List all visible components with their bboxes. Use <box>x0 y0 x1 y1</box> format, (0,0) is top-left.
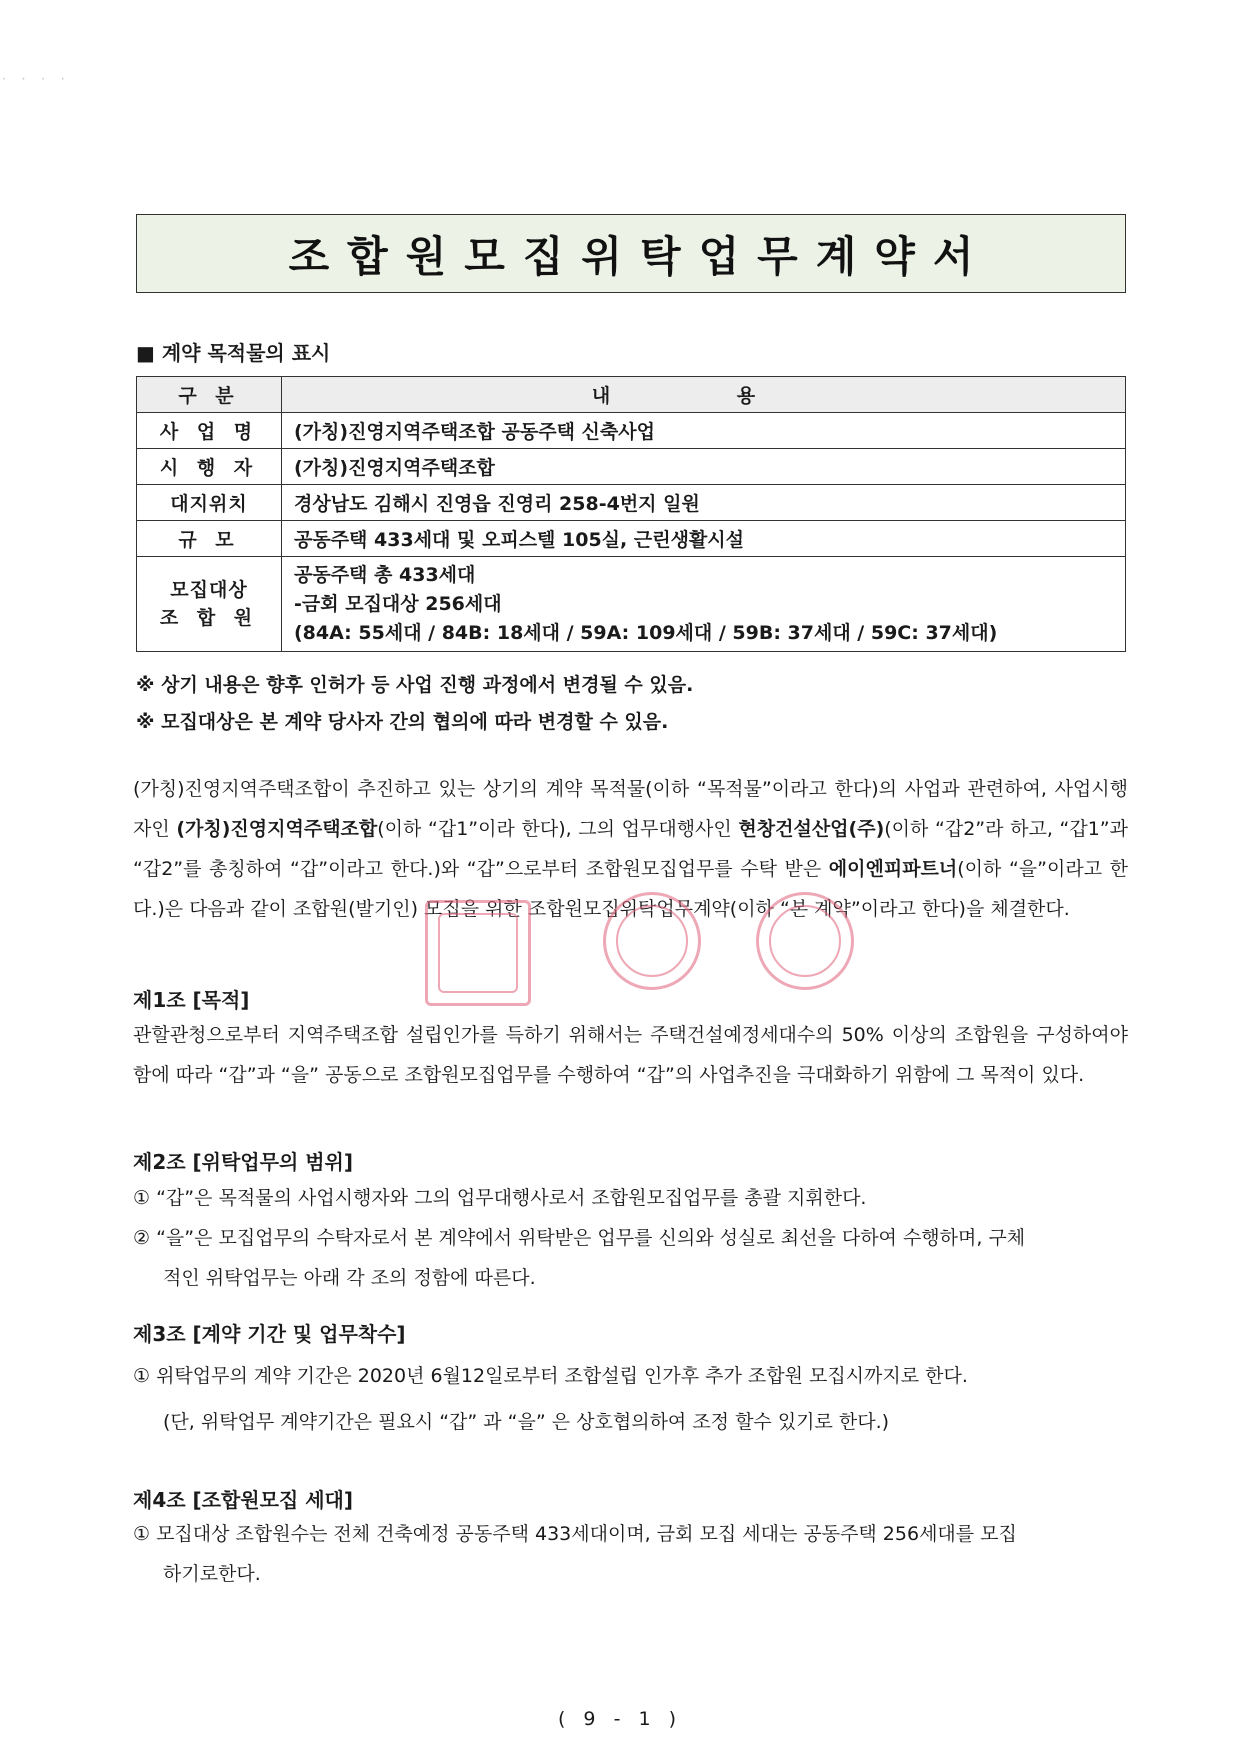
table-header-value: 내 용 <box>282 377 1126 413</box>
scan-specks: · · · · <box>2 72 71 86</box>
article-text: 관할관청으로부터 지역주택조합 설립인가를 득하기 위해서는 주택건설예정세대수의 50% 이상의 조합원을 구성하여야 함에 따라 “갑”과 “을” 공동으로 조합원모집업무를 수행하여 “갑”의 사업추진을 극대화하기 위함에 그 목적이 있다. <box>133 1024 1128 1086</box>
recruit-line: 공동주택 총 433세대 <box>294 563 476 586</box>
table-row <box>137 449 1126 485</box>
item-line: 하기로한다. <box>163 1563 261 1585</box>
recruit-label <box>137 557 282 652</box>
row-label: 대지위치 <box>137 485 282 521</box>
subject-table <box>136 376 1126 652</box>
table-row <box>137 485 1126 521</box>
row-value: 경상남도 김해시 진영읍 진영리 258-4번지 일원 <box>282 485 1126 521</box>
table-header-label: 구 분 <box>137 377 282 413</box>
seal-stamp-round <box>603 892 701 990</box>
note: ※ 상기 내용은 향후 인허가 등 사업 진행 과정에서 변경될 수 있음. <box>136 674 694 696</box>
item-line: ① “갑”은 목적물의 사업시행자와 그의 업무대행사로서 조합원모집업무를 총괄 지휘한다. <box>133 1187 867 1209</box>
seal-stamp-round <box>756 892 854 990</box>
table-row <box>137 413 1126 449</box>
item-line: 적인 위탁업무는 아래 각 조의 정함에 따른다. <box>163 1267 536 1289</box>
article-title: 제4조 [조합원모집 세대] <box>133 1488 354 1512</box>
item-line: (단, 위탁업무 계약기간은 필요시 “갑” 과 “을” 은 상호협의하여 조정 할수 있기로 한다.) <box>163 1411 890 1433</box>
row-label: 사 업 명 <box>137 413 282 449</box>
title-box <box>136 214 1126 293</box>
intro-text: (가칭)진영지역주택조합이 추진하고 있는 상기의 계약 목적물(이하 “목적물”이라고 한다)의 사업과 관련하여, 사업시행자인 <box>133 778 1128 840</box>
item-line: ① 위탁업무의 계약 기간은 2020년 6월12일로부터 조합설립 인가후 추가 조합원 모집시까지로 한다. <box>133 1365 968 1387</box>
item-line: ① 모집대상 조합원수는 전체 건축예정 공동주택 433세대이며, 금회 모집 세대는 공동주택 256세대를 모집 <box>133 1523 1017 1545</box>
intro-text: (이하 “갑1”이라 한다), 그의 업무대행사인 <box>377 818 739 840</box>
table-row-recruit <box>137 557 1126 652</box>
row-label: 시 행 자 <box>137 449 282 485</box>
item-line: ② “을”은 모집업무의 수탁자로서 본 계약에서 위탁받은 업무를 신의와 성실로 최선을 다하여 수행하며, 구체 <box>133 1227 1026 1249</box>
document-title: 조합원모집위탁업무계약서 <box>288 231 992 281</box>
recruit-value <box>282 557 1126 652</box>
row-value: 공동주택 433세대 및 오피스텔 105실, 근린생활시설 <box>282 521 1126 557</box>
article-item <box>133 1178 1128 1218</box>
row-value: (가칭)진영지역주택조합 <box>282 449 1126 485</box>
recruit-line: -금회 모집대상 256세대 <box>294 592 502 615</box>
party-gap2-name: 현창건설산업(주) <box>738 818 885 840</box>
section-header: ■ 계약 목적물의 표시 <box>136 341 331 365</box>
article-item <box>133 1514 1128 1594</box>
table-row <box>137 521 1126 557</box>
recruit-line: (84A: 55세대 / 84B: 18세대 / 59A: 109세대 / 59B: 37세대 / 59C: 37세대) <box>294 621 998 644</box>
row-label: 규 모 <box>137 521 282 557</box>
article-title: 제3조 [계약 기간 및 업무착수] <box>133 1322 406 1346</box>
party-eul-name: 에이엔피파트너 <box>828 858 958 880</box>
table-header-row <box>137 377 1126 413</box>
article-title: 제2조 [위탁업무의 범위] <box>133 1150 354 1174</box>
page-number: ( 9 - 1 ) <box>557 1708 683 1730</box>
recruit-label-line: 조 합 원 <box>159 607 259 629</box>
seal-stamp-square <box>425 900 531 1006</box>
party-gap1-name: (가칭)진영지역주택조합 <box>176 818 378 840</box>
note: ※ 모집대상은 본 계약 당사자 간의 협의에 따라 변경할 수 있음. <box>136 711 669 733</box>
article-item <box>133 1356 1128 1442</box>
article-item <box>133 1218 1128 1298</box>
recruit-label-line: 모집대상 <box>170 579 248 601</box>
intro-text: (이하 “을”이라고 한다.)은 다음과 같이 조합원(발기인) 모집을 위한 조합원모집위탁업무계약(이하 “본 계약”이라고 한다)을 체결한다. <box>133 858 1128 920</box>
intro-text: (이하 “갑2”라 하고, “갑1”과 “갑2”를 총칭하여 “갑”이라고 한다.)와 “갑”으로부터 조합원모집업무를 수탁 받은 <box>133 818 1129 880</box>
row-value: (가칭)진영지역주택조합 공동주택 신축사업 <box>282 413 1126 449</box>
article-title: 제1조 [목적] <box>133 988 250 1012</box>
